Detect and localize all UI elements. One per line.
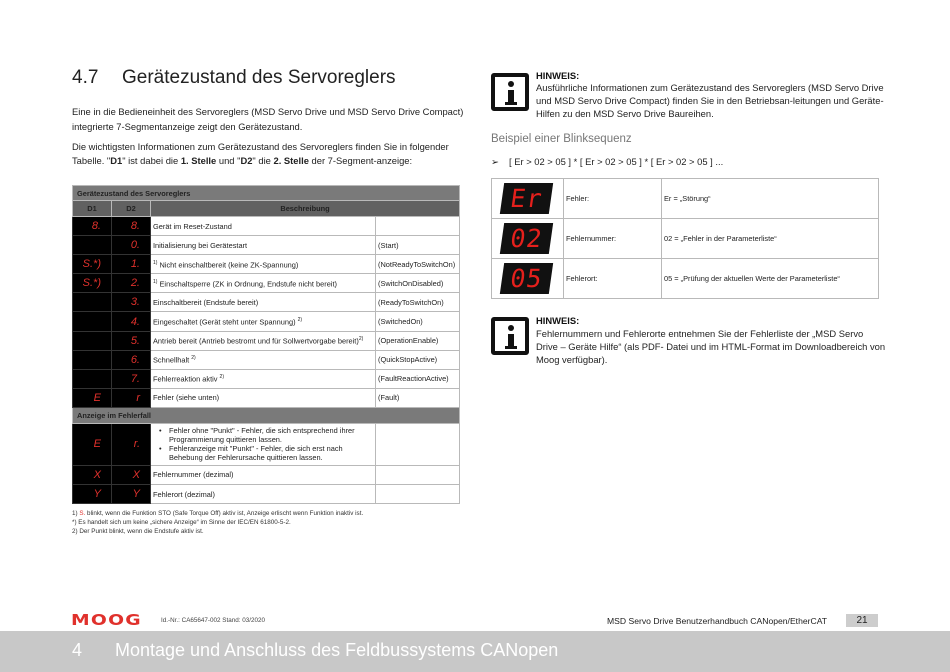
blink-label: Fehler: — [564, 179, 662, 219]
error-description — [151, 423, 376, 465]
table-title: Gerätezustand des Servoreglers — [73, 186, 460, 201]
text-bold: 2. Stelle — [273, 154, 309, 166]
column-header-d1: D1 — [73, 201, 112, 217]
segment-display: Er — [500, 183, 553, 214]
segment-d2: 6. — [112, 350, 151, 369]
state-code — [376, 217, 460, 236]
state-code: (SwitchOnDisabled) — [376, 274, 460, 293]
text-run: und " — [216, 154, 241, 166]
segment-d1: E — [73, 388, 112, 407]
footnote-ref: 1) — [153, 259, 158, 266]
blink-label: Fehlernummer: — [564, 219, 662, 259]
bullet-item: • Fehler ohne "Punkt" - Fehler, die sich entsprechend ihrer Programmierung quittieren lassen. — [159, 426, 375, 444]
state-code: (NotReadyToSwitchOn) — [376, 255, 460, 274]
text-run: Eingeschaltet (Gerät steht unter Spannung) — [153, 317, 298, 327]
state-rows — [73, 217, 460, 408]
info-icon — [491, 73, 529, 111]
note-title: HINWEIS: — [536, 70, 580, 81]
table-row — [73, 312, 460, 331]
note-title: HINWEIS: — [536, 315, 580, 326]
text-bold: D2 — [240, 154, 253, 166]
note-text: Ausführliche Informationen zum Gerätezustand des Servoreglers (MSD Servo Drive und MSD Servo Drive Compact) finden Sie in den Betriebsan-leitungen und Geräte-Hilfen zu den MSD Servo Drive Baureihen. — [536, 82, 884, 120]
blink-table — [491, 178, 879, 299]
segment-d2: 1. — [112, 255, 151, 274]
segment-d1: S.*) — [73, 255, 112, 274]
segment-d2: 5. — [112, 331, 151, 350]
empty-cell — [376, 485, 460, 504]
row-description — [151, 293, 376, 312]
text-run: blinkt, wenn die Funktion STO (Safe Torque Off) aktiv ist, Anzeige erlischt wenn Funktion inaktiv ist. — [85, 510, 364, 517]
empty-cell — [376, 423, 460, 465]
table-row — [73, 236, 460, 255]
section-heading — [72, 67, 396, 89]
blink-row — [492, 179, 879, 219]
table-row — [73, 293, 460, 312]
segment-d1 — [73, 369, 112, 388]
display-cell — [492, 179, 564, 219]
footnote-1 — [72, 510, 363, 517]
arrow-icon: ➢ — [491, 156, 499, 167]
text-run: 1) — [72, 510, 80, 517]
table-row — [73, 255, 460, 274]
segment-d2: r — [112, 388, 151, 407]
blink-row — [492, 259, 879, 299]
segment-d2: Y — [112, 485, 151, 504]
segment-d1: E — [73, 423, 112, 465]
segment-d2: X — [112, 465, 151, 484]
table-row — [73, 423, 460, 465]
table-row — [73, 485, 460, 504]
text-run: der 7-Segment-anzeige: — [308, 154, 413, 166]
column-header-description: Beschreibung — [151, 201, 460, 217]
row-description — [151, 388, 376, 407]
state-code: (Fault) — [376, 388, 460, 407]
info-icon — [491, 317, 529, 355]
chapter-number: 4 — [72, 640, 83, 660]
row-description — [151, 331, 376, 350]
text-run: Initialisierung bei Gerätestart — [153, 240, 248, 250]
text-bold: 1. Stelle — [180, 154, 217, 166]
footnote-2: *) Es handelt sich um keine „sichere Anzeige“ im Sinne der IEC/EN 61800-5-2. — [72, 519, 291, 526]
blink-sequence — [491, 156, 723, 168]
state-code: (FaultReactionActive) — [376, 369, 460, 388]
sequence-text: [ Er > 02 > 05 ] * [ Er > 02 > 05 ] * [ Er > 02 > 05 ] ... — [509, 156, 724, 167]
display-cell — [492, 219, 564, 259]
segment-d1 — [73, 350, 112, 369]
segment-display: 05 — [500, 263, 553, 294]
error-section-title: Anzeige im Fehlerfall — [73, 407, 460, 423]
segment-d2: r. — [112, 423, 151, 465]
device-state-table — [72, 185, 460, 504]
blink-rows — [492, 179, 879, 299]
blink-value: 02 = „Fehler in der Parameterliste“ — [662, 219, 879, 259]
text-run: Einschaltsperre (ZK in Ordnung, Endstufe nicht bereit) — [157, 279, 337, 289]
footnote-3: 2) Der Punkt blinkt, wenn die Endstufe aktiv ist. — [72, 528, 204, 535]
blink-value: 05 = „Prüfung der aktuellen Werte der Parameterliste“ — [662, 259, 879, 299]
table-row — [73, 217, 460, 236]
chapter-footer-bar — [0, 631, 950, 672]
row-description — [151, 236, 376, 255]
intro-paragraph: Eine in die Bedieneinheit des Servoreglers (MSD Servo Drive und MSD Servo Drive Compact) integrierte 7-Segmentanzeige zeigt den Gerätezustand. — [72, 106, 464, 132]
footnote-ref: 1) — [153, 278, 158, 285]
column-header-d2: D2 — [112, 201, 151, 217]
segment-d1 — [73, 236, 112, 255]
text-run: Nicht einschaltbereit (keine ZK-Spannung) — [157, 259, 299, 269]
segment-d1 — [73, 293, 112, 312]
table-row — [73, 388, 460, 407]
text-run: Schnellhalt — [153, 355, 192, 365]
table-row — [73, 331, 460, 350]
segment-d2: 4. — [112, 312, 151, 331]
text-run: Gerät im Reset-Zustand — [153, 221, 232, 231]
state-code: (OperationEnable) — [376, 331, 460, 350]
text-run: " ist dabei die — [122, 154, 181, 166]
row-description — [151, 217, 376, 236]
text-run: Fehler (siehe unten) — [153, 393, 220, 403]
footnote-ref: 2) — [297, 316, 303, 323]
state-code: (ReadyToSwitchOn) — [376, 293, 460, 312]
page-number: 21 — [846, 614, 878, 627]
segment-d1 — [73, 331, 112, 350]
section-number: 4.7 — [72, 67, 99, 88]
text-run: Antrieb bereit (Antrieb bestromt und für Sollwertvorgabe bereit) — [153, 336, 359, 346]
note-text: Fehlernummern und Fehlerorte entnehmen Sie der Fehlerliste der „MSD Servo Drive – Geräte Hilfe“ (als PDF- Datei und im HTML-Format im Downloadbereich von Moog verfügbar). — [536, 328, 886, 366]
text-run: " die — [252, 154, 274, 166]
segment-d2: 3. — [112, 293, 151, 312]
row-description — [151, 274, 376, 293]
segment-d1 — [73, 312, 112, 331]
table-row — [73, 465, 460, 484]
blink-label: Fehlerort: — [564, 259, 662, 299]
blink-row — [492, 219, 879, 259]
row-description — [151, 255, 376, 274]
text-run: Die wichtigsten Informationen zum Gerätezustand des Servoreglers finden Sie in folgender Tabelle. " — [72, 141, 449, 166]
row-description: Fehlernummer (dezimal) — [151, 465, 376, 484]
text-run: Einschaltbereit (Endstufe bereit) — [153, 297, 259, 307]
segment-d1: 8. — [73, 217, 112, 236]
segment-d1: X — [73, 465, 112, 484]
footnote-ref: 2) — [219, 374, 224, 381]
info-paragraph — [72, 140, 464, 167]
row-description — [151, 350, 376, 369]
manual-title: MSD Servo Drive Benutzerhandbuch CANopen/EtherCAT — [607, 616, 828, 626]
text-bold: D1 — [110, 154, 123, 166]
document-id: Id.-Nr.: CA65647-002 Stand: 03/2020 — [161, 617, 265, 624]
table-row — [73, 350, 460, 369]
text-run: S. — [79, 510, 86, 517]
state-code: (Start) — [376, 236, 460, 255]
moog-logo: MOOG — [71, 611, 142, 629]
row-description: Fehlerort (dezimal) — [151, 485, 376, 504]
footnote-ref: 2) — [191, 354, 196, 361]
row-description — [151, 312, 376, 331]
segment-d2: 0. — [112, 236, 151, 255]
chapter-title: Montage und Anschluss des Feldbussystems CANopen — [115, 640, 559, 660]
segment-d1: S.*) — [73, 274, 112, 293]
segment-d1: Y — [73, 485, 112, 504]
blink-value: Er = „Störung“ — [662, 179, 879, 219]
empty-cell — [376, 465, 460, 484]
segment-d2: 2. — [112, 274, 151, 293]
display-cell — [492, 259, 564, 299]
state-code: (QuickStopActive) — [376, 350, 460, 369]
row-description — [151, 369, 376, 388]
segment-display: 02 — [500, 223, 553, 254]
bullet-item: • Fehleranzeige mit "Punkt" - Fehler, die sich erst nach Behebung der Fehlerursache quittieren lassen. — [159, 444, 375, 462]
segment-d2: 7. — [112, 369, 151, 388]
footnote-ref: 2) — [358, 335, 364, 342]
table-row — [73, 274, 460, 293]
section-title: Gerätezustand des Servoreglers — [122, 67, 396, 88]
segment-d2: 8. — [112, 217, 151, 236]
table-row — [73, 369, 460, 388]
state-code: (SwitchedOn) — [376, 312, 460, 331]
example-title: Beispiel einer Blinksequenz — [491, 133, 632, 145]
text-run: Fehlerreaktion aktiv — [153, 374, 220, 384]
